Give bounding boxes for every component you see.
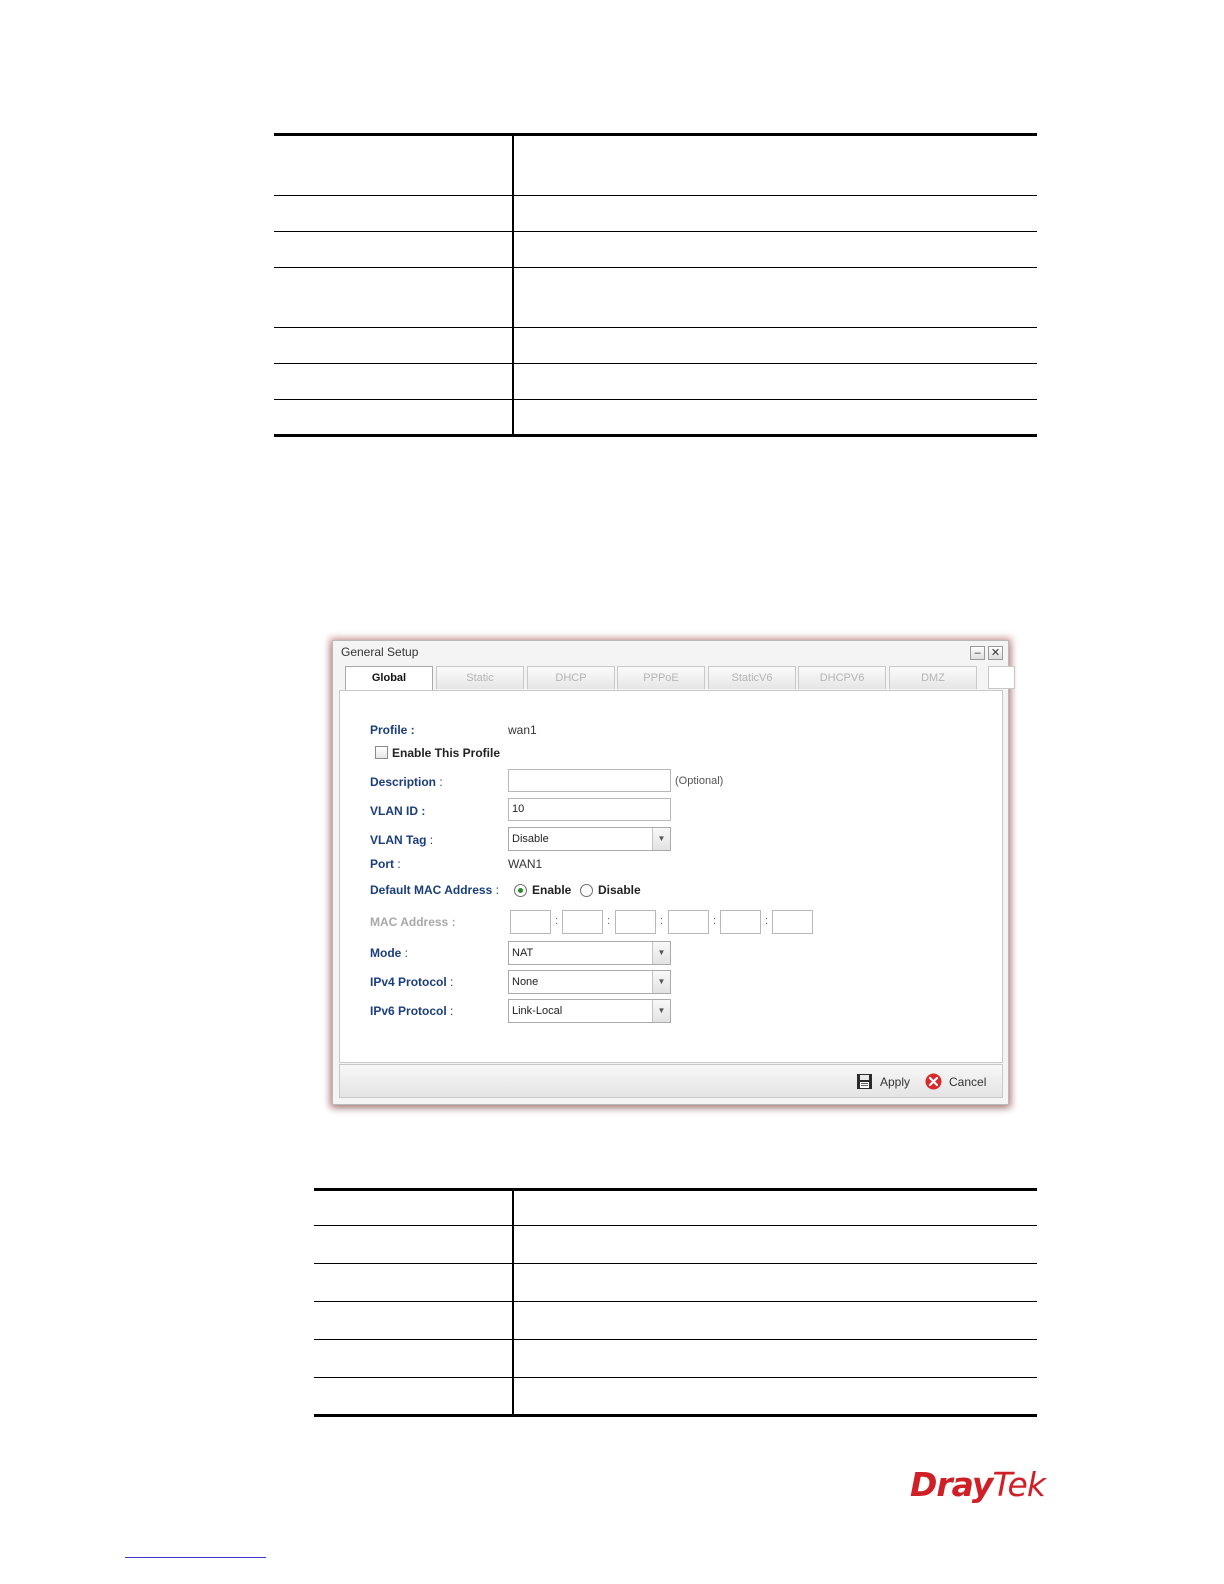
description-label: Description :	[370, 775, 443, 789]
vlan-id-input[interactable]: 10	[508, 798, 671, 821]
mac-octet-5-input[interactable]	[720, 910, 761, 934]
profile-label: Profile :	[370, 723, 415, 737]
port-label: Port :	[370, 857, 401, 871]
minimize-button[interactable]	[970, 646, 985, 660]
tab-static[interactable]: Static	[436, 666, 524, 689]
table-row	[314, 1302, 1037, 1340]
default-mac-enable-label: Enable	[532, 883, 572, 897]
minimize-icon: –	[974, 647, 981, 659]
tab-dhcpv6[interactable]: DHCPV6	[798, 666, 886, 689]
table-row	[314, 1340, 1037, 1378]
chevron-down-icon: ▼	[652, 942, 670, 964]
vlan-id-label: VLAN ID :	[370, 804, 426, 818]
default-mac-label: Default MAC Address :	[370, 883, 499, 897]
description-input[interactable]	[508, 769, 671, 792]
table-row	[274, 268, 1037, 328]
ipv6-protocol-label: IPv6 Protocol :	[370, 1004, 454, 1018]
enable-profile-label: Enable This Profile	[392, 746, 501, 760]
dialog-footer	[339, 1064, 1003, 1098]
table-row	[274, 364, 1037, 400]
table-row	[274, 328, 1037, 364]
table-row	[274, 232, 1037, 268]
mac-octet-4-input[interactable]	[668, 910, 709, 934]
close-icon: ✕	[990, 647, 1001, 659]
ipv4-protocol-select[interactable]: None ▼	[508, 970, 671, 994]
close-button[interactable]	[988, 646, 1003, 660]
tab-bar	[343, 666, 1005, 690]
cancel-button[interactable]: Cancel	[925, 1072, 986, 1092]
cancel-icon	[925, 1073, 942, 1090]
mac-address-label: MAC Address :	[370, 915, 456, 929]
table-row	[314, 1226, 1037, 1264]
description-hint: (Optional)	[675, 775, 724, 787]
draytek-logo: DrayTek	[910, 1465, 1045, 1504]
default-mac-enable-radio[interactable]	[514, 884, 527, 897]
chevron-down-icon: ▼	[652, 971, 670, 993]
tab-dhcp[interactable]: DHCP	[527, 666, 615, 689]
general-setup-dialog: General Setup – ✕ Global Static DHCP PPPoE StaticV6 DHCPV6 DMZ Profile : wan1 Enable This Profile Description : (Optional) VLAN ID : 10 VLAN Tag : Disable ▼ Port : WAN1 Default MAC Address : Enable Disable MAC Address : : : : : : Mode : NAT ▼ IPv4 Protocol : None ▼ IPv6 Protocol : Link-Local ▼ Apply Cancel	[332, 640, 1009, 1105]
save-icon	[856, 1073, 873, 1090]
table-row	[314, 1264, 1037, 1302]
parameter-table-bottom	[314, 1188, 1037, 1417]
mode-select[interactable]: NAT ▼	[508, 941, 671, 965]
ipv4-protocol-label: IPv4 Protocol :	[370, 975, 454, 989]
parameter-table-top	[274, 133, 1037, 437]
mac-octet-2-input[interactable]	[562, 910, 603, 934]
vlan-tag-label: VLAN Tag :	[370, 833, 434, 847]
enable-profile-checkbox[interactable]	[375, 746, 388, 759]
tab-pppoe[interactable]: PPPoE	[617, 666, 705, 689]
default-mac-disable-label: Disable	[598, 883, 641, 897]
profile-value: wan1	[508, 723, 537, 737]
tab-global[interactable]: Global	[345, 666, 433, 691]
ipv6-protocol-select[interactable]: Link-Local ▼	[508, 999, 671, 1023]
mac-octet-3-input[interactable]	[615, 910, 656, 934]
mac-octet-1-input[interactable]	[510, 910, 551, 934]
chevron-down-icon: ▼	[652, 828, 670, 850]
port-value: WAN1	[508, 857, 543, 871]
apply-button[interactable]: Apply	[856, 1072, 910, 1092]
table-row	[274, 400, 1037, 436]
footer-link-underline[interactable]	[125, 1557, 266, 1558]
vlan-tag-select[interactable]: Disable ▼	[508, 827, 671, 851]
mode-label: Mode :	[370, 946, 409, 960]
tab-staticv6[interactable]: StaticV6	[708, 666, 796, 689]
default-mac-disable-radio[interactable]	[580, 884, 593, 897]
table-row	[314, 1378, 1037, 1416]
table-row	[314, 1190, 1037, 1226]
table-row	[274, 196, 1037, 232]
table-row	[274, 135, 1037, 196]
tab-dmz[interactable]: DMZ	[889, 666, 977, 689]
chevron-down-icon: ▼	[652, 1000, 670, 1022]
mac-octet-6-input[interactable]	[772, 910, 813, 934]
dialog-title: General Setup	[341, 645, 419, 659]
